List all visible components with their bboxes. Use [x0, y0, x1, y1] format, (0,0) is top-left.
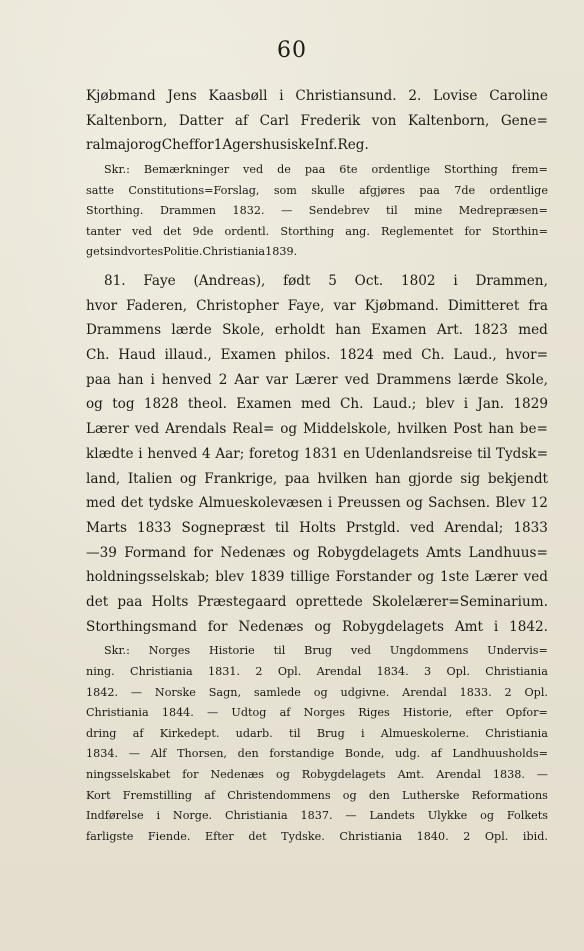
text-line: farligste Fiende. Efter det Tydske. Christiania 1840. 2 Opl. ibid.	[86, 829, 548, 843]
text-line: Indførelse i Norge. Christiania 1837. — Landets Ulykke og Folkets	[86, 809, 548, 823]
text-line: Skr.: Norges Historie til Brug ved Ungdommens Undervis=	[104, 644, 548, 658]
text-line: Storthing. Drammen 1832. — Sendebrev til mine Medrepræsen=	[86, 204, 548, 218]
text-line: Kaltenborn, Datter af Carl Frederik von Kaltenborn, Gene=	[86, 112, 548, 129]
paragraph-kaasboll	[86, 84, 548, 158]
text-line: Lærer ved Arendals Real= og Middelskole, hvilken Post han be=	[86, 421, 548, 438]
text-line: satte Constitutions=Forslag, som skulle afgjøres paa 7de ordentlige	[86, 183, 548, 197]
text-line: —39 Formand for Nedenæs og Robygdelagets Amts Landhuus=	[86, 544, 548, 561]
text-line: ralmajor og Chef for 1 Agershusiske Inf. Reg.	[86, 137, 369, 154]
text-line: det paa Holts Præstegaard oprettede Skolelærer=Seminarium.	[86, 593, 548, 610]
text-line: tanter ved det 9de ordentl. Storthing ang. Reglementet for Storthin=	[86, 224, 548, 238]
text-line: klædte i henved 4 Aar; foretog 1831 en Udenlandsreise til Tydsk=	[86, 445, 548, 462]
text-line: Kjøbmand Jens Kaasbøll i Christiansund. 2. Lovise Caroline	[86, 88, 548, 104]
entry-81-faye	[86, 269, 548, 639]
page-number: 60	[277, 38, 307, 63]
text-line: 1834. — Alf Thorsen, den forstandige Bonde, udg. af Landhuusholds=	[86, 747, 548, 761]
text-line: ning. Christiania 1831. 2 Opl. Arendal 1834. 3 Opl. Christiania	[86, 664, 548, 678]
text-line: Marts 1833 Sognepræst til Holts Prstgld. ved Arendal; 1833	[86, 519, 548, 536]
text-line: dring af Kirkedept. udarb. til Brug i Almueskolerne. Christiania	[86, 726, 548, 740]
text-line: ningsselskabet for Nedenæs og Robygdelagets Amt. Arendal 1838. —	[86, 767, 548, 781]
text-line: med det tydske Almueskolevæsen i Preussen og Sachsen. Blev 12	[86, 495, 548, 512]
text-line: land, Italien og Frankrige, paa hvilken han gjorde sig bekjendt	[86, 470, 548, 487]
text-line: Christiania 1844. — Udtog af Norges Riges Historie, efter Opfor=	[86, 706, 548, 720]
text-line: Drammens lærde Skole, erholdt han Examen Art. 1823 med	[86, 322, 548, 339]
text-line: Skr.: Bemærkninger ved de paa 6te ordentlige Storthing frem=	[104, 163, 548, 177]
text-line: 1842. — Norske Sagn, samlede og udgivne. Arendal 1833. 2 Opl.	[86, 685, 548, 699]
entry-heading-line: 81. Faye (Andreas), født 5 Oct. 1802 i Drammen,	[104, 273, 548, 290]
writings-faye	[86, 641, 548, 847]
text-line: paa han i henved 2 Aar var Lærer ved Drammens lærde Skole,	[86, 371, 548, 388]
text-line: Kort Fremstilling af Christendommens og den Lutherske Reformations	[86, 788, 548, 802]
writings-kaasboll	[86, 160, 548, 263]
text-line: holdningsselskab; blev 1839 tillige Forstander og 1ste Lærer ved	[86, 569, 548, 586]
text-line: Ch. Haud illaud., Examen philos. 1824 med Ch. Laud., hvor=	[86, 347, 548, 364]
text-line: Storthingsmand for Nedenæs og Robygdelagets Amt i 1842.	[86, 618, 548, 635]
text-line: hvor Faderen, Christopher Faye, var Kjøbmand. Dimitteret fra	[86, 297, 548, 314]
text-line: gets indvortes Politie. Christiania 1839.	[86, 245, 298, 259]
page-text	[86, 84, 548, 847]
text-line: og tog 1828 theol. Examen med Ch. Laud.; blev i Jan. 1829	[86, 396, 548, 413]
